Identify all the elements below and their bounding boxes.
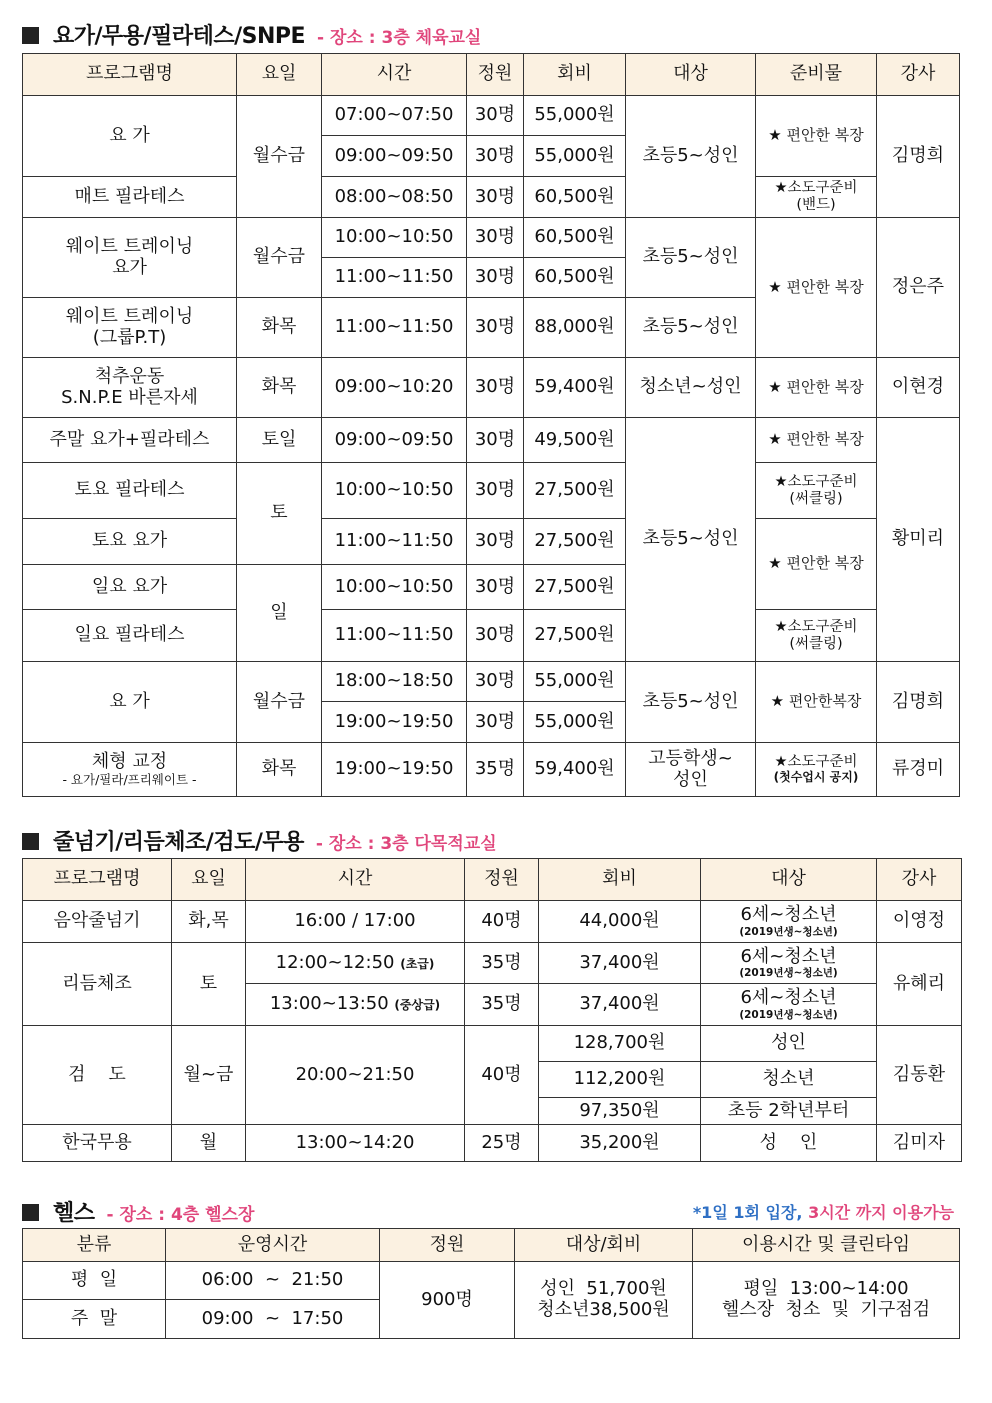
table-row	[23, 358, 960, 418]
program-name-line: 웨이트 트레이닝	[65, 305, 194, 327]
clean-time-line: 평일 13:00~14:00	[743, 1278, 909, 1300]
section3-location: - 장소 : 4층 헬스장	[106, 1205, 255, 1225]
fee-cell: 88,000원	[524, 298, 626, 358]
square-bullet-icon	[22, 1204, 39, 1221]
capacity-cell: 30명	[467, 96, 524, 136]
time-cell: 19:00~19:50	[322, 702, 467, 743]
prep-cell: ★ 편안한 복장	[756, 418, 877, 463]
program-name-line: (그룹P.T)	[92, 326, 167, 348]
time-cell: 09:00~09:50	[322, 418, 467, 463]
fee-cell: 35,200원	[539, 1125, 701, 1162]
col-header: 시간	[322, 54, 467, 96]
time-cell: 16:00 / 17:00	[246, 901, 465, 943]
time-cell: 09:00~09:50	[322, 136, 467, 177]
capacity-cell: 30명	[467, 463, 524, 519]
category-cell: 주 말	[23, 1300, 166, 1339]
fee-cell	[515, 1262, 693, 1339]
usage-note	[693, 1200, 954, 1223]
level-label: (중상급)	[394, 998, 441, 1013]
fee-cell: 44,000원	[539, 901, 701, 943]
time-cell	[246, 984, 465, 1026]
col-header: 강사	[877, 54, 960, 96]
prep-cell: ★ 편안한 복장	[756, 358, 877, 418]
target-line: 6세~청소년	[740, 945, 837, 967]
program-name: 요 가	[23, 96, 237, 177]
fee-cell: 97,350원	[539, 1098, 701, 1125]
table-row	[23, 610, 960, 662]
day-cell: 월~금	[172, 1026, 246, 1125]
prep-line: ★소도구준비	[774, 754, 858, 771]
col-header: 대상	[701, 859, 877, 901]
program-name: 검 도	[23, 1026, 172, 1125]
teacher-cell: 이현경	[877, 358, 960, 418]
table-header-row	[23, 1229, 960, 1262]
table-row	[23, 743, 960, 797]
teacher-cell: 정은주	[877, 218, 960, 358]
program-name: 토요 필라테스	[23, 463, 237, 519]
clean-time-cell	[693, 1262, 960, 1339]
table-row	[23, 1026, 962, 1062]
day-cell: 토일	[237, 418, 322, 463]
program-name-line: 요가	[112, 256, 147, 278]
time-value: 12:00~12:50	[275, 951, 395, 973]
target-cell	[701, 901, 877, 943]
fee-line: 성인 51,700원	[540, 1278, 667, 1300]
target-cell: 청소년	[701, 1062, 877, 1098]
prep-cell	[756, 610, 877, 662]
gym-table	[22, 1228, 960, 1339]
hours-cell: 09:00 ~ 17:50	[166, 1300, 380, 1339]
col-header: 분류	[23, 1229, 166, 1262]
section1-title	[22, 19, 481, 50]
fee-cell: 60,500원	[524, 258, 626, 298]
program-name-line: 체형 교정	[91, 750, 168, 772]
col-header: 요일	[237, 54, 322, 96]
square-bullet-icon	[22, 27, 39, 44]
table-row	[23, 901, 962, 943]
col-header: 정원	[465, 859, 539, 901]
capacity-cell: 30명	[467, 519, 524, 565]
prep-cell	[756, 743, 877, 797]
capacity-cell: 30명	[467, 258, 524, 298]
col-header: 대상	[626, 54, 756, 96]
section1-heading: 요가/무용/필라테스/SNPE	[53, 24, 306, 49]
time-cell: 20:00~21:50	[246, 1026, 465, 1125]
day-cell: 화목	[237, 743, 322, 797]
target-note: (2019년생~청소년)	[739, 967, 838, 980]
usage-note-text: *1일 1회 입장,	[692, 1203, 803, 1222]
capacity-cell: 900명	[380, 1262, 515, 1339]
table-row	[23, 463, 960, 519]
yoga-schedule-table	[22, 53, 960, 797]
time-cell: 11:00~11:50	[322, 298, 467, 358]
capacity-cell: 30명	[467, 702, 524, 743]
time-cell: 07:00~07:50	[322, 96, 467, 136]
target-cell: 청소년~성인	[626, 358, 756, 418]
teacher-cell: 김동환	[877, 1026, 962, 1125]
day-cell: 월수금	[237, 662, 322, 743]
col-header: 운영시간	[166, 1229, 380, 1262]
col-header: 프로그램명	[23, 859, 172, 901]
capacity-cell: 35명	[465, 984, 539, 1026]
prep-cell: ★ 편안한 복장	[756, 519, 877, 610]
table-row	[23, 1262, 960, 1300]
prep-cell	[756, 463, 877, 519]
fee-cell: 60,500원	[524, 177, 626, 218]
table-header-row	[23, 54, 960, 96]
time-cell: 19:00~19:50	[322, 743, 467, 797]
prep-note: (밴드)	[796, 197, 836, 213]
day-cell: 월수금	[237, 218, 322, 298]
time-cell: 10:00~10:50	[322, 218, 467, 258]
target-line: 6세~청소년	[740, 987, 837, 1009]
program-name-line: 척추운동	[94, 365, 165, 387]
time-cell: 10:00~10:50	[322, 463, 467, 519]
target-cell: 초등 2학년부터	[701, 1098, 877, 1125]
target-note: (2019년생~청소년)	[739, 925, 838, 938]
program-subtitle: - 요가/필라/프리웨이트 -	[62, 771, 197, 787]
category-cell: 평 일	[23, 1262, 166, 1300]
col-header: 시간	[246, 859, 465, 901]
table-row	[23, 519, 960, 565]
fee-cell: 55,000원	[524, 662, 626, 702]
teacher-cell: 김미자	[877, 1125, 962, 1162]
prep-note: (써클링)	[789, 490, 843, 507]
prep-line: ★소도구준비	[774, 180, 858, 197]
hours-cell: 06:00 ~ 21:50	[166, 1262, 380, 1300]
day-cell: 토	[237, 463, 322, 565]
program-name: 음악줄넘기	[23, 901, 172, 943]
col-header: 요일	[172, 859, 246, 901]
target-cell: 초등5~성인	[626, 96, 756, 218]
target-cell: 초등5~성인	[626, 662, 756, 743]
fee-cell: 55,000원	[524, 702, 626, 743]
prep-line: ★소도구준비	[774, 618, 858, 635]
fee-cell: 55,000원	[524, 136, 626, 177]
capacity-cell: 30명	[467, 610, 524, 662]
day-cell: 일	[237, 565, 322, 662]
table-row	[23, 662, 960, 702]
program-name: 토요 요가	[23, 519, 237, 565]
teacher-cell: 류경미	[877, 743, 960, 797]
target-cell: 성 인	[701, 1125, 877, 1162]
capacity-cell: 30명	[467, 565, 524, 610]
prep-note: (첫수업시 공지)	[773, 769, 859, 784]
table-row	[23, 418, 960, 463]
fee-cell: 37,400원	[539, 984, 701, 1026]
prep-cell: ★ 편안한 복장	[756, 218, 877, 358]
target-note: (2019년생~청소년)	[739, 1008, 838, 1021]
clean-time-line: 헬스장 청소 및 기구점검	[721, 1299, 931, 1320]
capacity-cell: 30명	[467, 298, 524, 358]
col-header: 프로그램명	[23, 54, 237, 96]
fee-cell: 27,500원	[524, 610, 626, 662]
table-row	[23, 177, 960, 218]
section2-title	[22, 825, 497, 856]
fee-cell: 59,400원	[524, 358, 626, 418]
program-name-line: S.N.P.E 바른자세	[61, 386, 198, 408]
capacity-cell: 30명	[467, 218, 524, 258]
day-cell: 화목	[237, 358, 322, 418]
program-name: 매트 필라테스	[23, 177, 237, 218]
col-header: 회비	[539, 859, 701, 901]
target-cell: 성인	[701, 1026, 877, 1062]
section3-heading: 헬스	[53, 1201, 95, 1226]
section3-title	[22, 1196, 254, 1227]
prep-cell: ★ 편안한복장	[756, 662, 877, 743]
capacity-cell: 30명	[467, 136, 524, 177]
table-row	[23, 96, 960, 136]
rope-kendo-table	[22, 858, 962, 1162]
teacher-cell: 김명희	[877, 96, 960, 218]
target-line: 고등학생~	[648, 747, 733, 769]
section1-location: - 장소 : 3층 체육교실	[317, 28, 482, 48]
teacher-cell: 김명희	[877, 662, 960, 743]
time-cell: 11:00~11:50	[322, 258, 467, 298]
program-name: 일요 필라테스	[23, 610, 237, 662]
time-cell: 08:00~08:50	[322, 177, 467, 218]
target-cell	[701, 943, 877, 984]
fee-cell: 27,500원	[524, 565, 626, 610]
fee-cell: 112,200원	[539, 1062, 701, 1098]
fee-cell: 27,500원	[524, 519, 626, 565]
level-label: (초급)	[400, 956, 435, 971]
time-cell	[246, 943, 465, 984]
fee-cell: 128,700원	[539, 1026, 701, 1062]
target-cell: 초등5~성인	[626, 218, 756, 298]
capacity-cell: 40명	[465, 901, 539, 943]
capacity-cell: 35명	[467, 743, 524, 797]
fee-cell: 55,000원	[524, 96, 626, 136]
teacher-cell: 황미리	[877, 418, 960, 662]
table-header-row	[23, 859, 962, 901]
prep-line: ★소도구준비	[774, 473, 858, 490]
day-cell: 월수금	[237, 96, 322, 218]
col-header: 대상/회비	[515, 1229, 693, 1262]
program-name-line: 웨이트 트레이닝	[65, 235, 194, 257]
square-bullet-icon	[22, 833, 39, 850]
col-header: 이용시간 및 클린타임	[693, 1229, 960, 1262]
prep-note: (써클링)	[789, 635, 843, 652]
program-name	[23, 218, 237, 298]
day-cell: 토	[172, 943, 246, 1026]
capacity-cell: 30명	[467, 358, 524, 418]
day-cell: 화,목	[172, 901, 246, 943]
time-value: 13:00~13:50	[269, 993, 389, 1015]
program-name: 요 가	[23, 662, 237, 743]
time-cell: 09:00~10:20	[322, 358, 467, 418]
fee-cell: 37,400원	[539, 943, 701, 984]
day-cell: 화목	[237, 298, 322, 358]
fee-cell: 27,500원	[524, 463, 626, 519]
section2-location: - 장소 : 3층 다목적교실	[315, 834, 497, 854]
capacity-cell: 30명	[467, 418, 524, 463]
target-line: 성인	[673, 768, 708, 790]
time-cell: 18:00~18:50	[322, 662, 467, 702]
capacity-cell: 30명	[467, 662, 524, 702]
time-cell: 13:00~14:20	[246, 1125, 465, 1162]
time-cell: 11:00~11:50	[322, 610, 467, 662]
program-name: 한국무용	[23, 1125, 172, 1162]
target-cell: 초등5~성인	[626, 418, 756, 662]
table-row	[23, 218, 960, 258]
fee-cell: 59,400원	[524, 743, 626, 797]
fee-line: 청소년38,500원	[537, 1299, 670, 1320]
fee-cell: 60,500원	[524, 218, 626, 258]
target-line: 6세~청소년	[740, 904, 837, 926]
target-cell	[626, 743, 756, 797]
section2-heading: 줄넘기/리듬체조/검도/무용	[53, 830, 304, 855]
col-header: 강사	[877, 859, 962, 901]
col-header: 준비물	[756, 54, 877, 96]
table-row	[23, 943, 962, 984]
time-cell: 10:00~10:50	[322, 565, 467, 610]
teacher-cell: 이영정	[877, 901, 962, 943]
fee-cell: 49,500원	[524, 418, 626, 463]
table-row	[23, 1125, 962, 1162]
capacity-cell: 40명	[465, 1026, 539, 1125]
program-name	[23, 743, 237, 797]
program-name: 일요 요가	[23, 565, 237, 610]
col-header: 회비	[524, 54, 626, 96]
program-name	[23, 358, 237, 418]
usage-note-limit: 3시간 까지 이용가능	[808, 1203, 954, 1222]
program-name: 주말 요가+필라테스	[23, 418, 237, 463]
day-cell: 월	[172, 1125, 246, 1162]
time-cell: 11:00~11:50	[322, 519, 467, 565]
target-cell	[701, 984, 877, 1026]
capacity-cell: 25명	[465, 1125, 539, 1162]
prep-cell: ★ 편안한 복장	[756, 96, 877, 177]
teacher-cell: 유혜리	[877, 943, 962, 1026]
program-name: 리듬체조	[23, 943, 172, 1026]
capacity-cell: 30명	[467, 177, 524, 218]
prep-cell	[756, 177, 877, 218]
col-header: 정원	[467, 54, 524, 96]
col-header: 정원	[380, 1229, 515, 1262]
program-name	[23, 298, 237, 358]
capacity-cell: 35명	[465, 943, 539, 984]
target-cell: 초등5~성인	[626, 298, 756, 358]
